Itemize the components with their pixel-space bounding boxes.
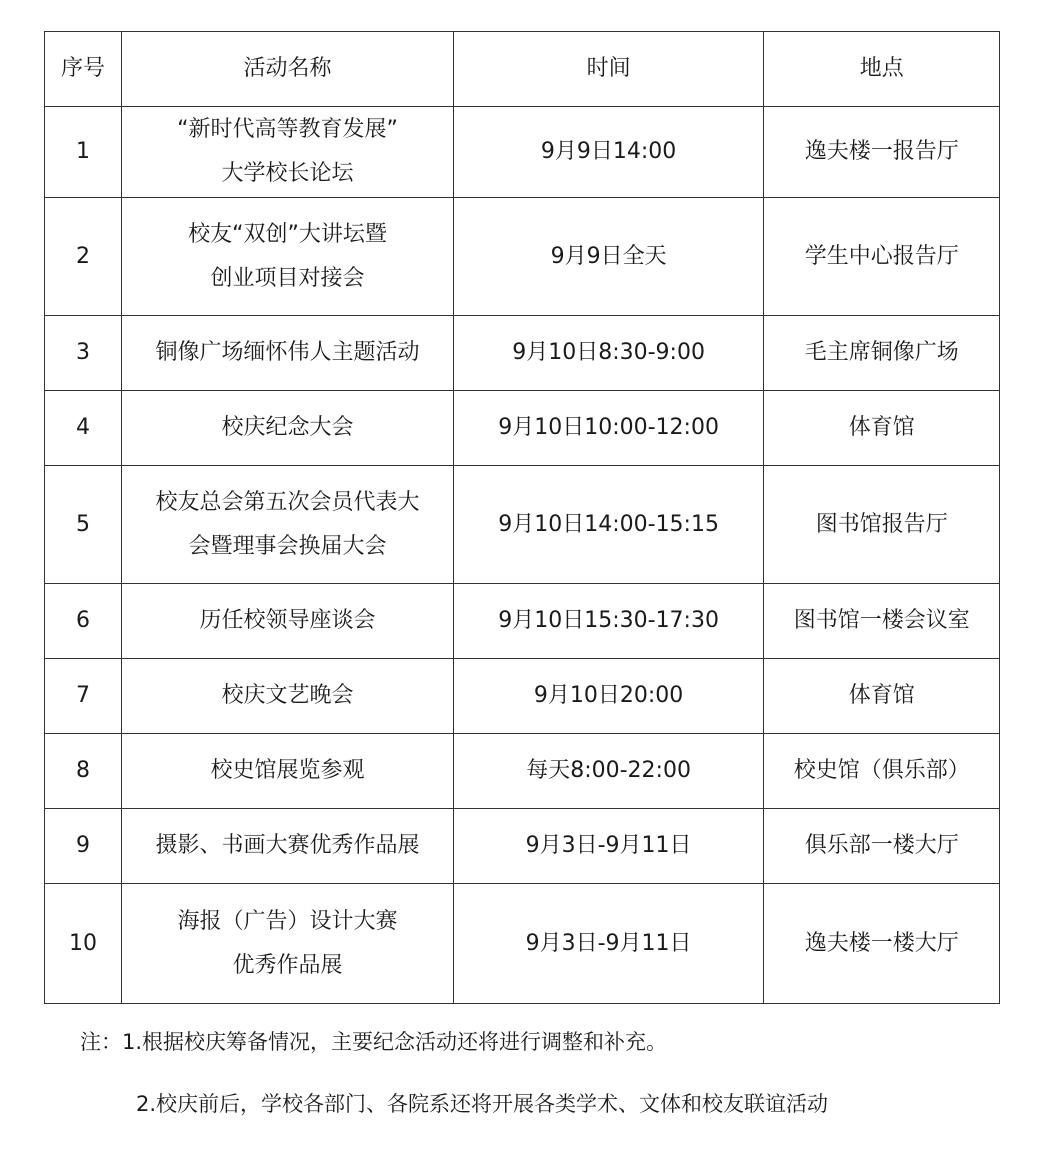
cell-seq: 3 [45, 316, 122, 391]
table-row [45, 584, 1000, 659]
cell-place: 校史馆（俱乐部） [764, 734, 1000, 809]
cell-activity-name [122, 466, 454, 584]
table-row [45, 809, 1000, 884]
cell-seq: 1 [45, 107, 122, 198]
activity-name-line: 历任校领导座谈会 [199, 608, 376, 633]
cell-activity-name [122, 734, 454, 809]
cell-seq: 9 [45, 809, 122, 884]
cell-time: 9月3日-9月11日 [453, 884, 764, 1004]
cell-activity-name [122, 107, 454, 198]
cell-activity-name [122, 584, 454, 659]
cell-place: 毛主席铜像广场 [764, 316, 1000, 391]
cell-seq: 5 [45, 466, 122, 584]
cell-time: 9月3日-9月11日 [453, 809, 764, 884]
cell-time: 9月10日14:00-15:15 [453, 466, 764, 584]
activity-name-line: 铜像广场缅怀伟人主题活动 [155, 340, 420, 365]
activity-name-line: 海报（广告）设计大赛 [177, 908, 398, 934]
cell-activity-name [122, 316, 454, 391]
activity-name-line: 会暨理事会换届大会 [188, 533, 387, 559]
table-row [45, 466, 1000, 584]
cell-place: 逸夫楼一报告厅 [764, 107, 1000, 198]
cell-activity-name [122, 391, 454, 466]
activity-name-line: 优秀作品展 [232, 952, 343, 978]
table-row [45, 884, 1000, 1004]
cell-place: 图书馆报告厅 [764, 466, 1000, 584]
activity-name-line: 校友“双创”大讲坛暨 [188, 221, 387, 247]
cell-place: 体育馆 [764, 659, 1000, 734]
cell-time: 9月10日20:00 [453, 659, 764, 734]
note-line-1: 注：1.根据校庆筹备情况，主要纪念活动还将进行调整和补充。 [80, 1030, 668, 1054]
note-line-2: 2.校庆前后，学校各部门、各院系还将开展各类学术、文体和校友联谊活动 [136, 1092, 829, 1116]
activity-name-line: 校庆文艺晚会 [221, 683, 354, 708]
activity-name-line: 大学校长论坛 [221, 161, 354, 186]
header-seq: 序号 [45, 32, 122, 107]
cell-place: 图书馆一楼会议室 [764, 584, 1000, 659]
table-row [45, 734, 1000, 809]
cell-time: 9月10日15:30-17:30 [453, 584, 764, 659]
table-row [45, 198, 1000, 316]
activity-name-line: 校史馆展览参观 [210, 758, 365, 783]
cell-time: 9月9日全天 [453, 198, 764, 316]
activity-name-line: 创业项目对接会 [210, 265, 365, 291]
table-row [45, 659, 1000, 734]
cell-seq: 2 [45, 198, 122, 316]
cell-seq: 10 [45, 884, 122, 1004]
activity-schedule-table [44, 31, 1000, 1004]
cell-activity-name [122, 809, 454, 884]
table-body [45, 107, 1000, 1004]
cell-seq: 8 [45, 734, 122, 809]
cell-seq: 7 [45, 659, 122, 734]
cell-time: 9月9日14:00 [453, 107, 764, 198]
activity-name-line: 摄影、书画大赛优秀作品展 [155, 833, 420, 858]
cell-place: 逸夫楼一楼大厅 [764, 884, 1000, 1004]
cell-place: 体育馆 [764, 391, 1000, 466]
cell-activity-name [122, 659, 454, 734]
header-place: 地点 [764, 32, 1000, 107]
activity-name-line: “新时代高等教育发展” [177, 117, 398, 142]
cell-time: 9月10日10:00-12:00 [453, 391, 764, 466]
cell-seq: 6 [45, 584, 122, 659]
cell-time: 9月10日8:30-9:00 [453, 316, 764, 391]
cell-activity-name [122, 198, 454, 316]
cell-time: 每天8:00-22:00 [453, 734, 764, 809]
table-row [45, 107, 1000, 198]
header-activity-name: 活动名称 [122, 32, 454, 107]
cell-place: 学生中心报告厅 [764, 198, 1000, 316]
table-row [45, 391, 1000, 466]
activity-name-line: 校友总会第五次会员代表大 [155, 489, 420, 515]
cell-place: 俱乐部一楼大厅 [764, 809, 1000, 884]
header-time: 时间 [453, 32, 764, 107]
cell-seq: 4 [45, 391, 122, 466]
cell-activity-name [122, 884, 454, 1004]
table-row [45, 316, 1000, 391]
activity-name-line: 校庆纪念大会 [221, 415, 354, 440]
table-header-row [45, 32, 1000, 107]
